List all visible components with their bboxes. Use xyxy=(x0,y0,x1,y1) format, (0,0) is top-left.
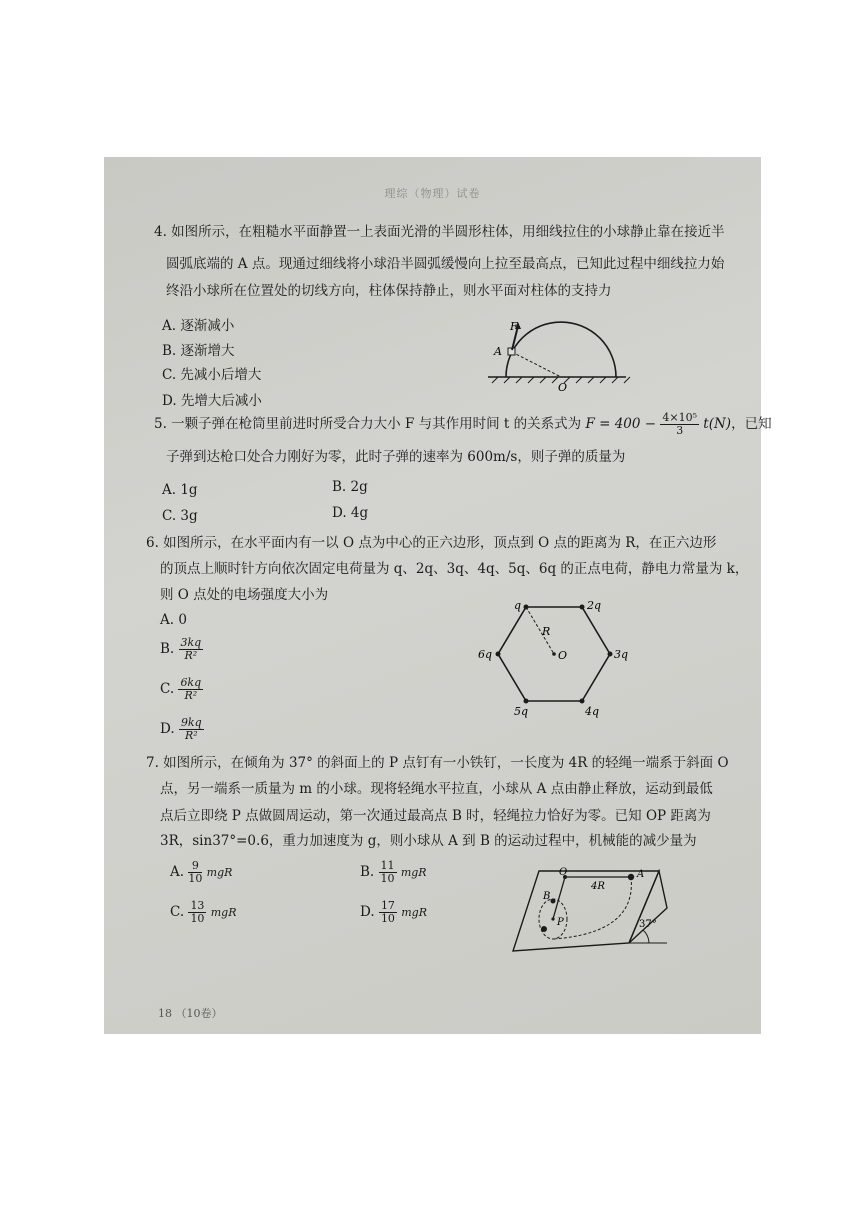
q4-option-c: C. 先减小后增大 xyxy=(162,367,262,383)
q7-option-a-tail: mgR xyxy=(206,866,233,879)
q7-fig-label-o: O xyxy=(559,867,568,878)
exam-sheet xyxy=(104,157,772,1034)
q5-formula-rhs: t(N) xyxy=(703,416,732,432)
q6-option-d-num: 9kq xyxy=(180,716,202,729)
q4-line1: 4. 如图所示，在粗糙水平面静置一上表面光滑的半圆形柱体，用细线拉住的小球静止靠在接近半 xyxy=(154,224,725,240)
q5-line1-text: 5. 一颗子弹在枪筒里前进时所受合力大小 F 与其作用时间 t 的关系式为 xyxy=(154,416,582,432)
q6-line2: 的顶点上顺时针方向依次固定电荷量为 q、2q、3q、4q、5q、6q 的正点电荷，静电力常量为 k， xyxy=(160,561,749,577)
q6-option-d-den: R² xyxy=(184,729,198,742)
q4-option-a: A. 逐渐减小 xyxy=(162,318,235,334)
q7-fig-label-angle: 37° xyxy=(639,919,657,930)
q5-formula-den: 3 xyxy=(676,424,684,437)
q7-option-c-label: C. xyxy=(170,904,185,920)
q4-fig-label-o: O xyxy=(558,381,568,394)
q7-fig-label-length: 4R xyxy=(591,881,605,892)
q5-option-b: B. 2g xyxy=(332,479,368,495)
q7-fig-label-p: P xyxy=(557,917,564,928)
q7-option-b-num: 11 xyxy=(380,859,395,872)
q7-option-a xyxy=(170,860,232,885)
q7-line1: 7. 如图所示，在倾角为 37° 的斜面上的 P 点钉有一小铁钉，一长度为 4R 的轻绳一端系于斜面 O xyxy=(146,755,729,771)
q6-line1: 6. 如图所示，在水平面内有一以 O 点为中心的正六边形，顶点到 O 点的距离为 R，在正六边形 xyxy=(146,535,717,551)
q5-line1 xyxy=(154,412,772,437)
q5-line1-tail: ，已知 xyxy=(731,416,772,432)
q7-fig-label-a: A xyxy=(637,869,645,880)
q7-option-d-den: 10 xyxy=(380,912,395,925)
q7-line2: 点，另一端系一质量为 m 的小球。现将轻绳水平拉直，小球从 A 点由静止释放，运动到最低 xyxy=(160,781,713,797)
q6-option-c-num: 6kq xyxy=(180,676,202,689)
q6-option-d xyxy=(160,717,204,742)
q7-option-c xyxy=(170,900,237,925)
q7-option-a-label: A. xyxy=(170,864,185,880)
q7-incline-figure xyxy=(509,863,669,958)
q7-option-c-num: 13 xyxy=(190,899,205,912)
q7-option-d xyxy=(360,900,427,925)
q7-option-b-den: 10 xyxy=(380,872,395,885)
page-footer: 18 （10卷） xyxy=(158,1007,223,1020)
q4-fig-label-f: F xyxy=(510,320,518,333)
q6-hexagon-figure xyxy=(478,597,634,727)
q5-formula-fraction xyxy=(660,412,699,437)
q6-option-c-label: C. xyxy=(160,681,175,697)
q5-formula-lhs: F = 400 − xyxy=(585,416,657,432)
q6-line3: 则 O 点处的电场强度大小为 xyxy=(160,587,329,603)
q7-option-b xyxy=(360,860,427,885)
q4-option-b: B. 逐渐增大 xyxy=(162,343,235,359)
q6-fig-label-o: O xyxy=(558,649,568,662)
q6-option-b-num: 3kq xyxy=(180,636,202,649)
q6-option-a: A. 0 xyxy=(160,612,187,628)
q5-option-d: D. 4g xyxy=(332,505,369,521)
q6-option-c xyxy=(160,677,203,702)
q5-formula-num: 4×10⁵ xyxy=(662,411,697,424)
q6-fig-label-r: R xyxy=(542,625,551,638)
q7-option-a-den: 10 xyxy=(188,872,203,885)
q4-option-d: D. 先增大后减小 xyxy=(162,393,262,409)
q6-fig-charge-6q: 6q xyxy=(478,648,493,661)
q7-option-b-tail: mgR xyxy=(400,866,427,879)
q5-option-a: A. 1g xyxy=(162,482,198,498)
q6-option-b-label: B. xyxy=(160,641,175,657)
q4-line2: 圆弧底端的 A 点。现通过细线将小球沿半圆弧缓慢向上拉至最高点，已知此过程中细线拉力始 xyxy=(166,256,725,272)
q7-option-d-label: D. xyxy=(360,904,375,920)
q5-option-c: C. 3g xyxy=(162,508,198,524)
q7-option-d-tail: mgR xyxy=(401,906,427,919)
q7-fig-label-b: B xyxy=(543,891,551,902)
q4-semicircle-figure xyxy=(484,312,634,392)
q6-fig-charge-5q: 5q xyxy=(514,705,529,718)
q7-line4: 3R，sin37°=0.6，重力加速度为 g，则小球从 A 到 B 的运动过程中，机械能的减少量为 xyxy=(160,833,697,849)
q7-option-c-tail: mgR xyxy=(210,906,237,919)
q4-line3: 终沿小球所在位置处的切线方向，柱体保持静止，则水平面对柱体的支持力 xyxy=(166,283,612,299)
q6-fig-charge-q: q xyxy=(514,599,522,612)
q6-fig-charge-2q: 2q xyxy=(587,599,602,612)
q7-line3: 点后立即绕 P 点做圆周运动，第一次通过最高点 B 时，轻绳拉力恰好为零。已知 OP 距离为 xyxy=(160,808,711,824)
q6-option-c-den: R² xyxy=(184,689,198,702)
q6-fig-charge-4q: 4q xyxy=(585,705,600,718)
page-header: 理综（物理）试卷 xyxy=(384,187,481,200)
q6-option-b xyxy=(160,637,203,662)
q7-option-c-den: 10 xyxy=(190,912,205,925)
q5-line2: 子弹到达枪口处合力刚好为零，此时子弹的速率为 600m/s，则子弹的质量为 xyxy=(166,449,626,465)
q7-option-a-num: 9 xyxy=(188,860,202,873)
q6-fig-charge-3q: 3q xyxy=(614,648,629,661)
q7-option-b-label: B. xyxy=(360,864,375,880)
q7-option-d-num: 17 xyxy=(380,899,395,912)
q6-option-b-den: R² xyxy=(184,649,198,662)
q6-option-d-label: D. xyxy=(160,721,175,737)
q4-fig-label-a: A xyxy=(494,345,502,358)
